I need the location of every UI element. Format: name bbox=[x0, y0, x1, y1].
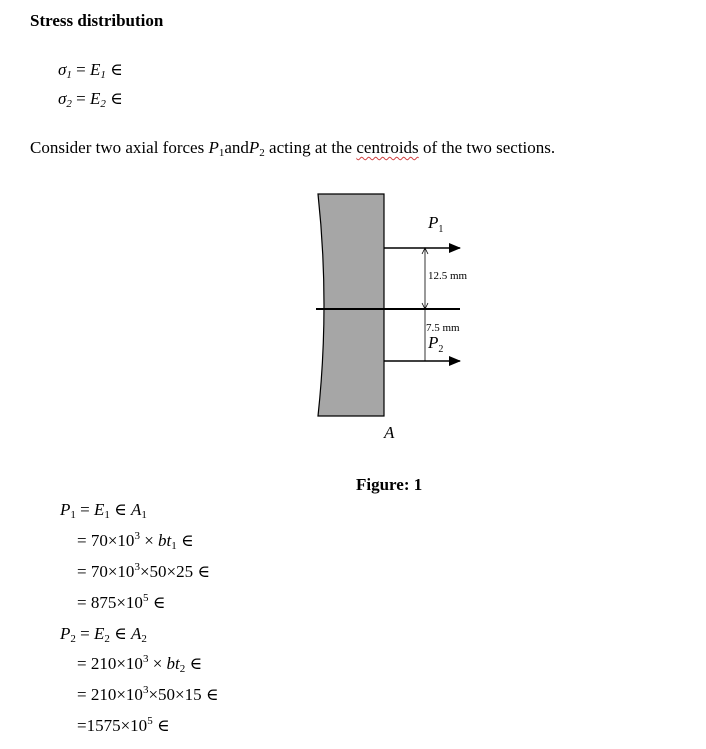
p2-step-1: = $210\times 10^3 \times bt_2$ ∈ bbox=[77, 653, 203, 675]
member-body bbox=[318, 194, 384, 416]
p1-step-1: = $70\times 10^3 \times bt_1$ ∈ bbox=[77, 530, 194, 552]
section-a-label: A bbox=[384, 423, 395, 442]
section-heading: Stress distribution bbox=[30, 11, 164, 30]
p2-step-2: = $210\times 10^3\times 50\times 15$ ∈ bbox=[77, 684, 219, 704]
figure-caption: Figure: 1 bbox=[356, 475, 423, 494]
p2-result: $=1575\times 10^5$ ∈ bbox=[77, 715, 170, 735]
p1-label: $P_1$ bbox=[428, 213, 444, 235]
dim-label-1: 12.5 mm bbox=[428, 270, 468, 282]
p2-label: $P_2$ bbox=[428, 333, 444, 355]
spellcheck-underlined-word: centroids bbox=[356, 138, 419, 157]
p2-equation: $P_2 = E_2$ ∈ $A_2$ bbox=[60, 624, 147, 645]
p1-step-2: = $70\times 10^3\times 50\times 25$ ∈ bbox=[77, 561, 210, 581]
description-paragraph: Consider two axial forces $P_1andP_2$ acting at the centroids of the two sections. bbox=[30, 138, 556, 159]
stress-equation-1: $\sigma_1 = E_1$ ∈ bbox=[58, 60, 123, 81]
p1-equation: $P_1 = E_1$ ∈ $A_1$ bbox=[60, 500, 147, 521]
p1-result: = $875\times 10^5$ ∈ bbox=[77, 592, 166, 612]
bar-force-figure bbox=[300, 180, 500, 450]
dim-label-2: 7.5 mm bbox=[426, 322, 460, 334]
stress-equation-2: $\sigma_2 = E_2$ ∈ bbox=[58, 89, 123, 110]
